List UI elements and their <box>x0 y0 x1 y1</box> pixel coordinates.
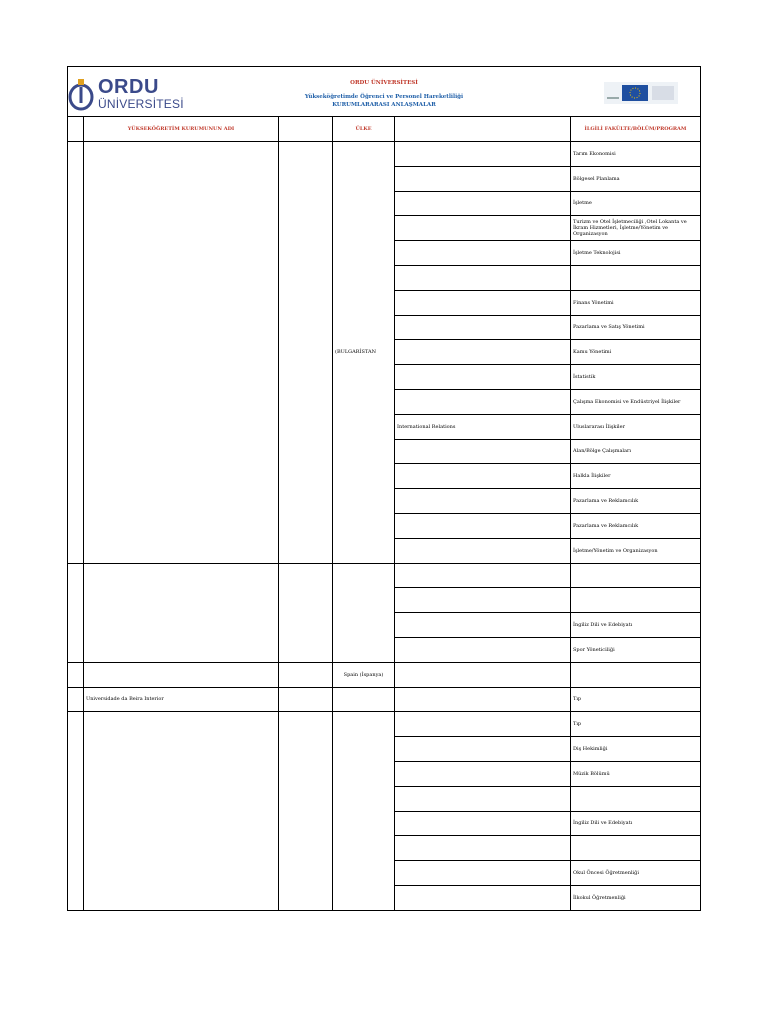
department-cell <box>395 389 571 414</box>
department-cell <box>395 563 571 588</box>
department-cell <box>395 861 571 886</box>
index-cell <box>68 563 84 662</box>
department-cell <box>395 315 571 340</box>
department-cell <box>395 365 571 390</box>
department-cell <box>395 538 571 563</box>
program-cell: İşletme <box>571 191 701 216</box>
department-cell <box>395 340 571 365</box>
department-cell <box>395 687 571 712</box>
ordu-emblem-icon <box>68 77 94 111</box>
header-cell-dept <box>395 117 571 142</box>
table-header-row <box>68 117 701 142</box>
program-cell: İstatistik <box>571 365 701 390</box>
program-cell: Alan/Bölge Çalışmaları <box>571 439 701 464</box>
department-cell <box>395 761 571 786</box>
institution-cell <box>84 563 279 662</box>
program-cell: Tıp <box>571 712 701 737</box>
program-cell: Halkla İlişkiler <box>571 464 701 489</box>
program-cell <box>571 662 701 687</box>
program-cell <box>571 265 701 290</box>
header-program: İLGİLİ FAKÜLTE/BÖLÜM/PROGRAM <box>571 117 701 142</box>
institution-cell <box>84 662 279 687</box>
department-cell <box>395 142 571 167</box>
program-cell: Turizm ve Otel İşletmeciliği ,Otel Lokanta ve İkram Hizmetleri, İşletme/Yönetim ve Organizasyon <box>571 216 701 241</box>
document-header <box>67 66 701 116</box>
program-cell: Tıp <box>571 687 701 712</box>
department-cell <box>395 588 571 613</box>
program-cell: Çalışma Ekonomisi ve Endüstriyel İlişkiler <box>571 389 701 414</box>
blank-cell <box>279 142 333 564</box>
blank-cell <box>279 563 333 662</box>
country-cell <box>333 687 395 712</box>
table-row <box>68 712 701 737</box>
page-subtitle-2: KURUMLARARASI ANLAŞMALAR <box>332 102 436 108</box>
program-cell: Pazarlama ve Reklamcılık <box>571 489 701 514</box>
document-sheet <box>67 66 701 911</box>
program-cell <box>571 836 701 861</box>
logo-subtitle: ÜNİVERSİTESİ <box>98 97 184 111</box>
table-row <box>68 142 701 167</box>
department-cell <box>395 166 571 191</box>
department-cell <box>395 290 571 315</box>
program-cell: Pazarlama ve Satış Yönetimi <box>571 315 701 340</box>
blank-cell <box>279 662 333 687</box>
program-cell: Pazarlama ve Reklamcılık <box>571 513 701 538</box>
program-cell: Bölgesel Planlama <box>571 166 701 191</box>
program-cell <box>571 588 701 613</box>
index-cell <box>68 687 84 712</box>
department-cell <box>395 216 571 241</box>
program-cell: Tarım Ekonomisi <box>571 142 701 167</box>
index-cell <box>68 142 84 564</box>
department-cell <box>395 712 571 737</box>
department-cell <box>395 737 571 762</box>
country-cell: Spain (İspanya) <box>333 662 395 687</box>
logo-name: ORDU <box>98 76 159 98</box>
program-cell: İngiliz Dili ve Edebiyatı <box>571 613 701 638</box>
header-cell-blank <box>279 117 333 142</box>
program-cell: Kamu Yönetimi <box>571 340 701 365</box>
header-institution: YÜKSEKÖĞRETİM KURUMUNUN ADI <box>84 117 279 142</box>
department-cell <box>395 489 571 514</box>
agreements-table <box>67 116 701 911</box>
department-cell <box>395 786 571 811</box>
header-title-block <box>248 79 520 109</box>
eu-flag-icon <box>604 82 678 104</box>
index-cell <box>68 662 84 687</box>
program-cell: İngiliz Dili ve Edebiyatı <box>571 811 701 836</box>
program-cell: Diş Hekimliği <box>571 737 701 762</box>
department-cell <box>395 241 571 266</box>
institution-cell <box>84 712 279 910</box>
table-row <box>68 662 701 687</box>
program-cell: İşletme Teknolojisi <box>571 241 701 266</box>
department-cell <box>395 191 571 216</box>
header-country: ÜLKE <box>333 117 395 142</box>
blank-cell <box>279 712 333 910</box>
program-cell: İşletme/Yönetim ve Organizasyon <box>571 538 701 563</box>
department-cell <box>395 513 571 538</box>
program-cell: Okul Öncesi Öğretmenliği <box>571 861 701 886</box>
institution-cell: Universidade da Beira Interior <box>84 687 279 712</box>
institution-cell <box>84 142 279 564</box>
program-cell: Müzik Bölümü <box>571 761 701 786</box>
program-cell <box>571 563 701 588</box>
department-cell <box>395 464 571 489</box>
program-cell: Uluslararası İlişkiler <box>571 414 701 439</box>
header-cell-index <box>68 117 84 142</box>
university-logo <box>68 73 184 113</box>
department-cell <box>395 836 571 861</box>
department-cell <box>395 637 571 662</box>
country-cell <box>333 712 395 910</box>
index-cell <box>68 712 84 910</box>
country-cell <box>333 563 395 662</box>
department-cell <box>395 265 571 290</box>
country-cell: (BULGARİSTAN <box>333 142 395 564</box>
department-cell <box>395 811 571 836</box>
page-subtitle-1: Yükseköğretimde Öğrenci ve Personel Hareketliliği <box>304 94 464 100</box>
page-title: ORDU ÜNİVERSİTESİ <box>350 80 418 86</box>
table-row <box>68 687 701 712</box>
program-cell: Finans Yönetimi <box>571 290 701 315</box>
department-cell <box>395 613 571 638</box>
department-cell <box>395 439 571 464</box>
program-cell: Spor Yöneticiliği <box>571 637 701 662</box>
blank-cell <box>279 687 333 712</box>
table-row <box>68 563 701 588</box>
department-cell <box>395 662 571 687</box>
department-cell: International Relations <box>395 414 571 439</box>
department-cell <box>395 885 571 910</box>
program-cell: İlkokul Öğretmenliği <box>571 885 701 910</box>
program-cell <box>571 786 701 811</box>
